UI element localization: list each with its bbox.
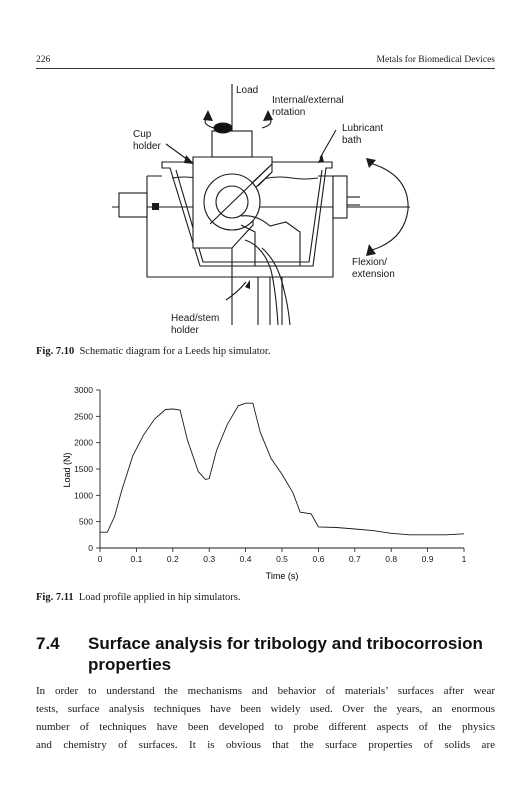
y-tick-label: 1500 [74,464,93,474]
load-profile-chart [0,380,531,585]
label-flexion-1: Flexion/ [352,257,388,268]
x-tick-label: 0.4 [239,554,252,564]
caption-text-711: Load profile applied in hip simulators. [78,592,241,603]
label-rotation-2: rotation [272,107,306,118]
x-tick-label: 0.6 [312,554,325,564]
label-lubricant-2: bath [342,135,362,146]
x-tick-label: 0.3 [203,554,216,564]
x-tick-label: 0.7 [348,554,361,564]
y-tick-label: 0 [88,543,93,553]
y-tick-label: 500 [78,516,93,527]
header-rule [36,68,495,69]
x-tick-label: 0.5 [276,554,288,564]
section-number: 7.4 [36,634,60,653]
body-line: and chemistry of surfaces. It is obvious that the surface properties of solids are [36,739,495,751]
page-number: 226 [36,55,51,65]
y-tick-label: 1000 [74,490,93,501]
body-paragraph [36,682,495,754]
running-header [36,55,495,69]
x-tick-label: 0.1 [130,554,143,564]
x-tick-label: 0 [97,554,103,564]
right-bearing [333,176,347,218]
caption-label-710: Fig. 7.10 [36,346,75,357]
figure-caption-711 [36,592,496,603]
flexion-arrow-bottom [366,244,376,256]
caption-text-710: Schematic diagram for a Leeds hip simulator. [79,346,271,357]
label-headstem-2: holder [171,325,199,336]
label-rotation-1: Internal/external [272,95,344,106]
x-axis-label: Time (s) [265,571,299,581]
flexion-arrow-top [366,158,376,168]
left-bearing [119,193,147,217]
x-tick-label: 0.8 [385,554,398,564]
y-tick-label: 2500 [74,411,93,422]
body-line: In order to understand the mechanisms and behavior of materials’ surfaces after wear [36,685,495,697]
body-line: tests, surface analysis techniques have been widely used. Over the years, an enormous [36,703,495,715]
label-cup-1: Cup [133,129,152,140]
x-tick-label: 0.2 [166,554,179,564]
y-axis-label: Load (N) [62,452,72,488]
cup-holder-stem [212,131,252,157]
section-title: Surface analysis for tribology and tribocorrosion properties [88,634,483,674]
y-tick-label: 3000 [74,385,93,395]
caption-label-711: Fig. 7.11 [36,592,74,603]
hip-simulator-diagram [0,72,531,347]
x-tick-label: 0.9 [421,554,434,564]
running-title: Metals for Biomedical Devices [376,55,495,65]
label-load: Load [236,85,259,96]
label-flexion-2: extension [352,269,395,280]
label-lubricant-1: Lubricant [342,123,384,134]
label-headstem-1: Head/stem [171,313,220,324]
y-tick-label: 2000 [74,437,93,448]
stem-top [214,123,232,133]
label-cup-2: holder [133,141,161,152]
figure-caption-710 [36,346,496,357]
rotation-arrow-left [203,110,213,121]
body-line: number of techniques have been developed to probe different aspects of the physics [36,721,495,733]
x-tick-label: 1 [461,554,467,564]
series-line-load [100,403,464,535]
